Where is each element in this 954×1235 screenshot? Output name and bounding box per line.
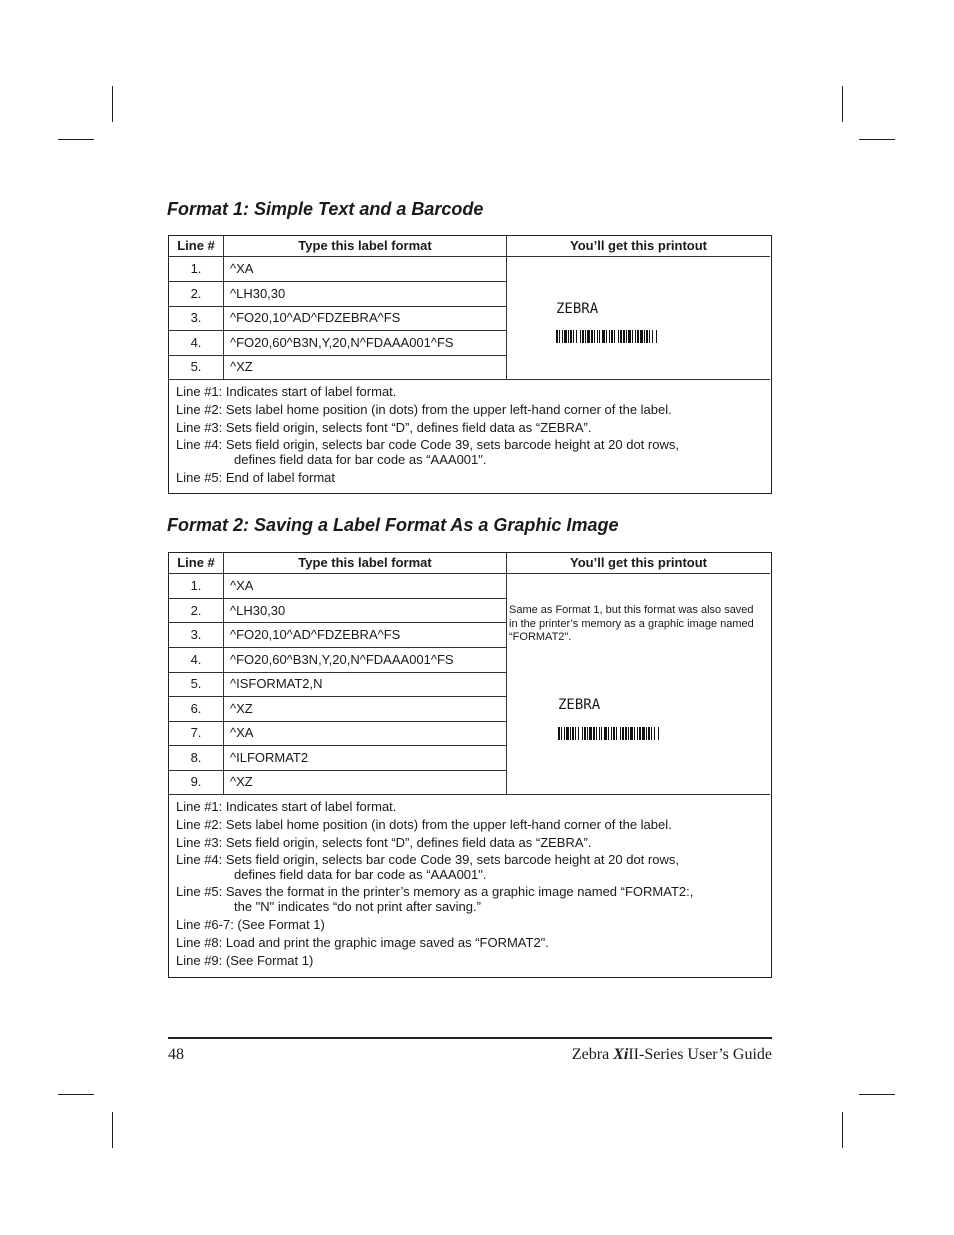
crop-mark [859, 139, 895, 140]
note-line [176, 798, 693, 816]
note-text: Line #1: Indicates start of label format. [176, 799, 397, 814]
note-line [176, 952, 693, 970]
barcode-bar [646, 330, 648, 343]
barcode-bar [593, 727, 595, 740]
barcode-bar [572, 727, 574, 740]
row-number: 1. [190, 261, 202, 276]
barcode-bar [561, 727, 562, 740]
barcode-bar [559, 330, 560, 343]
crop-mark [58, 1094, 94, 1095]
barcode-bar [597, 330, 598, 343]
note-text: Line #4: Sets field origin, selects bar code Code 39, sets barcode height at 20 dot rows, [176, 852, 679, 867]
col-header-line: Line # [177, 555, 215, 570]
row-code: ^LH30,30 [230, 286, 286, 301]
note-text: Line #5: Saves the format in the printer’s memory as a graphic image named “FORMAT2:, [176, 884, 694, 899]
format1-notes [176, 383, 679, 487]
guide-brand: Xi [613, 1046, 629, 1063]
printout-description: Same as Format 1, but this format was also saved in the printer’s memory as a graphic image named “FORMAT2". [509, 604, 754, 643]
row-number: 2. [190, 603, 202, 618]
barcode-bar [656, 330, 657, 343]
row-code: ^ISFORMAT2,N [230, 676, 323, 691]
barcode-bar [566, 727, 569, 740]
note-text: Line #6-7: (See Format 1) [176, 917, 325, 932]
format2-notes [176, 798, 693, 970]
barcode-bar [582, 330, 584, 343]
barcode-bar [564, 727, 565, 740]
col-header-printout: You’ll get this printout [570, 555, 707, 570]
row-code: ^XZ [230, 701, 253, 716]
row-number: 5. [190, 359, 202, 374]
page-number: 48 [168, 1046, 184, 1063]
barcode-bar [654, 727, 655, 740]
note-line [176, 852, 693, 884]
note-line [176, 834, 693, 852]
col-header-line: Line # [177, 238, 215, 253]
barcode-bar [564, 330, 567, 343]
barcode-bar [604, 727, 607, 740]
row-code: ^XZ [230, 774, 253, 789]
barcode-bar [637, 727, 638, 740]
barcode-bar [576, 330, 577, 343]
row-code: ^XA [230, 261, 254, 276]
note-text: Line #2: Sets label home position (in dots) from the upper left-hand corner of the label. [176, 402, 672, 417]
guide-title [572, 1046, 772, 1064]
format1-table [168, 235, 772, 494]
barcode-bar [628, 330, 631, 343]
barcode-bar [562, 330, 563, 343]
barcode-bar [591, 330, 593, 343]
barcode-bar [611, 727, 612, 740]
crop-mark [859, 1094, 895, 1095]
printout-zebra-text: ZEBRA [558, 697, 601, 713]
barcode-bar [644, 330, 645, 343]
row-number: 1. [190, 578, 202, 593]
barcode-bar [589, 727, 592, 740]
note-line [176, 934, 693, 952]
barcode-bar [575, 727, 576, 740]
barcode-bar [570, 727, 571, 740]
row-code: ^FO20,10^AD^FDZEBRA^FS [230, 310, 401, 325]
crop-mark [112, 1112, 113, 1148]
row-code: ^XA [230, 725, 254, 740]
barcode-bar [587, 727, 588, 740]
barcode-bar [585, 330, 586, 343]
barcode-bar [616, 727, 617, 740]
row-code: ^FO20,60^B3N,Y,20,N^FDAAA001^FS [230, 652, 454, 667]
row-number: 6. [190, 701, 202, 716]
barcode-bar [599, 330, 600, 343]
crop-mark [112, 86, 113, 122]
note-text: Line #3: Sets field origin, selects font “D”, defines field data as “ZEBRA”. [176, 835, 592, 850]
barcode-bar [594, 330, 595, 343]
note-text: Line #8: Load and print the graphic image saved as “FORMAT2". [176, 935, 549, 950]
format2-title: Format 2: Saving a Label Format As a Graphic Image [167, 515, 619, 535]
barcode-bar [630, 727, 633, 740]
note-continuation: the "N" indicates “do not print after saving.” [234, 899, 481, 914]
barcode-bar [596, 727, 597, 740]
barcode-bar [658, 727, 659, 740]
barcode-bar [609, 330, 610, 343]
col-header-type: Type this label format [298, 555, 432, 570]
barcode-bar [613, 727, 615, 740]
barcode-bar [646, 727, 647, 740]
note-line [176, 401, 679, 419]
row-number: 7. [190, 725, 202, 740]
note-text: Line #1: Indicates start of label format. [176, 384, 397, 399]
footer-rule [168, 1037, 772, 1039]
barcode-bar [640, 330, 643, 343]
note-line [176, 437, 679, 469]
crop-mark [58, 139, 94, 140]
note-text: Line #9: (See Format 1) [176, 953, 314, 968]
crop-mark [842, 86, 843, 122]
guide-prefix: Zebra [571, 1046, 614, 1063]
barcode-bar [582, 727, 583, 740]
barcode-bar [632, 330, 633, 343]
row-code: ^ILFORMAT2 [230, 750, 309, 765]
row-number: 3. [190, 310, 202, 325]
format1-title: Format 1: Simple Text and a Barcode [167, 199, 484, 219]
row-number: 4. [190, 335, 202, 350]
barcode-bar [558, 727, 560, 740]
barcode-bar [601, 727, 602, 740]
barcode-bar [625, 727, 627, 740]
barcode-bar [651, 727, 652, 740]
barcode-bar [622, 727, 624, 740]
barcode-bar [568, 330, 569, 343]
barcode-bar [602, 330, 605, 343]
barcode-bar [599, 727, 600, 740]
row-code: ^LH30,30 [230, 603, 286, 618]
barcode-bar [637, 330, 639, 343]
barcode-bar [556, 330, 558, 343]
printout-zebra-text: ZEBRA [556, 301, 599, 317]
row-code: ^FO20,10^AD^FDZEBRA^FS [230, 627, 401, 642]
guide-suffix: II-Series User’s Guide [628, 1046, 772, 1063]
barcode-bar [578, 727, 579, 740]
barcode-bar [626, 330, 627, 343]
note-text: Line #4: Sets field origin, selects bar code Code 39, sets barcode height at 20 dot rows, [176, 437, 679, 452]
col-header-type: Type this label format [298, 238, 432, 253]
note-text: Line #5: End of label format [176, 470, 335, 485]
row-number: 5. [190, 676, 202, 691]
row-number: 2. [190, 286, 202, 301]
barcode-bar [618, 330, 619, 343]
barcode-bar [620, 727, 621, 740]
format2-table [168, 552, 772, 978]
barcode-bar [611, 330, 613, 343]
barcode-bar [608, 727, 609, 740]
row-code: ^XA [230, 578, 254, 593]
barcode-bar [570, 330, 572, 343]
row-number: 9. [190, 774, 202, 789]
note-line [176, 916, 693, 934]
crop-mark [842, 1112, 843, 1148]
barcode-bar [639, 727, 641, 740]
note-line [176, 419, 679, 437]
barcode-bar [623, 330, 625, 343]
barcode-bar [642, 727, 645, 740]
note-continuation: defines field data for bar code as “AAA001". [234, 867, 487, 882]
barcode-bar [580, 330, 581, 343]
barcode-bar [573, 330, 574, 343]
row-code: ^XZ [230, 359, 253, 374]
note-line [176, 383, 679, 401]
row-code: ^FO20,60^B3N,Y,20,N^FDAAA001^FS [230, 335, 454, 350]
note-continuation: defines field data for bar code as “AAA001". [234, 452, 487, 467]
barcode-bar [606, 330, 607, 343]
barcode-bar [628, 727, 629, 740]
note-line [176, 884, 693, 916]
barcode-image [558, 727, 722, 740]
note-text: Line #2: Sets label home position (in dots) from the upper left-hand corner of the label. [176, 817, 672, 832]
barcode-bar [614, 330, 615, 343]
barcode-bar [648, 727, 650, 740]
barcode-bar [587, 330, 590, 343]
note-line [176, 469, 679, 487]
barcode-bar [635, 330, 636, 343]
barcode-bar [634, 727, 635, 740]
row-number: 4. [190, 652, 202, 667]
note-text: Line #3: Sets field origin, selects font “D”, defines field data as “ZEBRA”. [176, 420, 592, 435]
barcode-bar [649, 330, 650, 343]
barcode-bar [584, 727, 586, 740]
barcode-bar [620, 330, 622, 343]
note-line [176, 816, 693, 834]
barcode-bar [652, 330, 653, 343]
row-number: 3. [190, 627, 202, 642]
barcode-image [556, 330, 720, 343]
col-header-printout: You’ll get this printout [570, 238, 707, 253]
row-number: 8. [190, 750, 202, 765]
